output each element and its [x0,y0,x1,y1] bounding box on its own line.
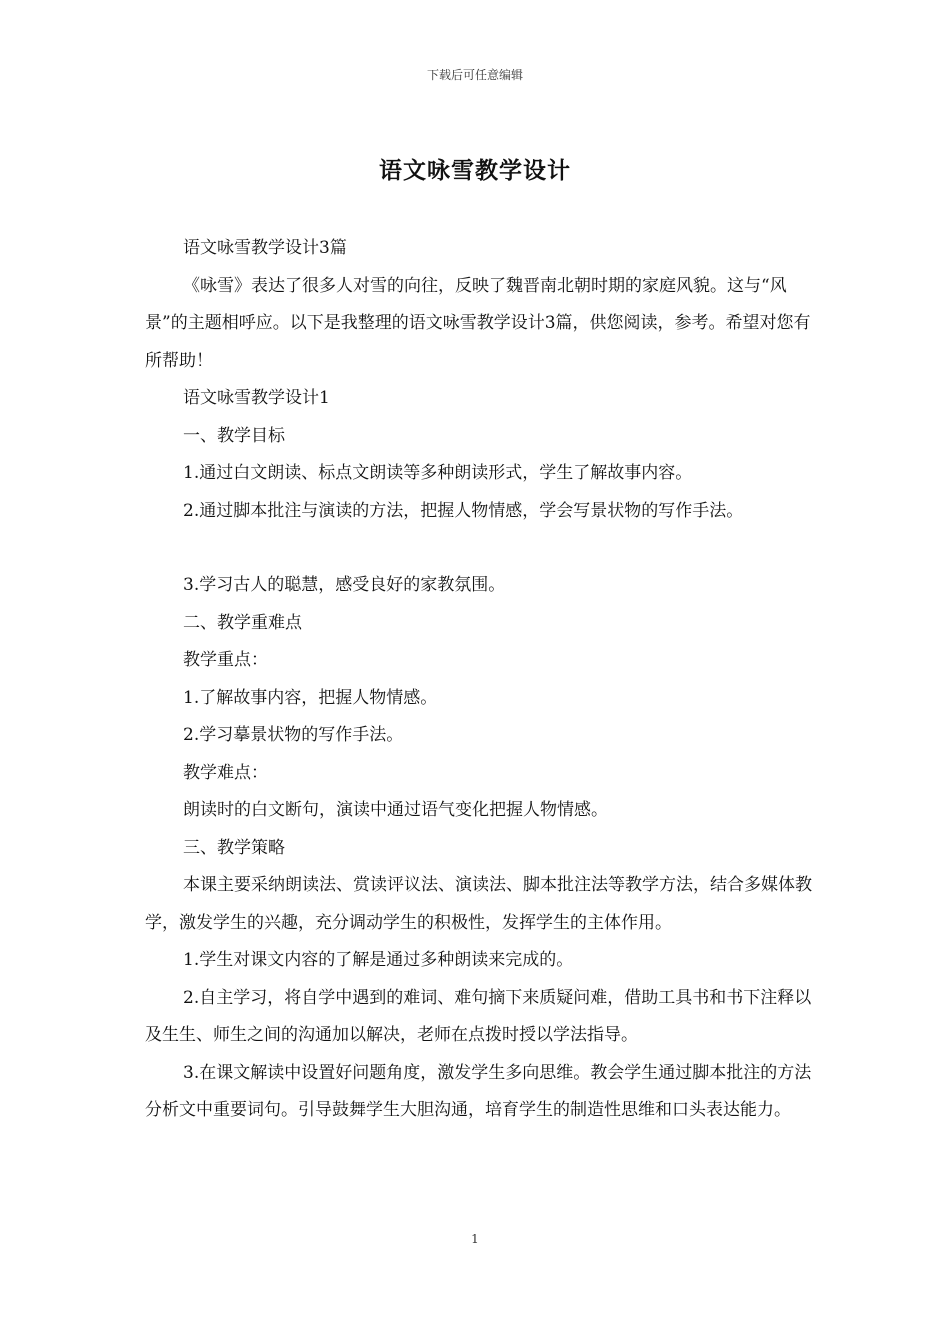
label-key-points: 教学重点： [183,650,268,670]
paragraph-section-title: 语文咏雪教学设计1 [183,388,330,408]
strategy-intro: 本课主要采纳朗读法、赏读评议法、演读法、脚本批注法等教学方法，结合多媒体教学，激发学生的兴趣，充分调动学生的积极性，发挥学生的主体作用。 [145,875,812,933]
heading-key-points: 二、教学重难点 [183,612,302,633]
document-body [145,230,820,1130]
difficulty-text: 朗读时的白文断句，演读中通过语气变化把握人物情感。 [183,800,608,820]
paragraph-subtitle: 语文咏雪教学设计3篇 [183,238,347,258]
document-title: 语文咏雪教学设计 [379,157,571,184]
strategy-item-1: 1.学生对课文内容的了解是通过多种朗读来完成的。 [183,950,574,970]
page-number: 1 [471,1232,479,1246]
page-header: 下载后可任意编辑 [426,68,523,82]
strategy-item-2: 2.自主学习，将自学中遇到的难词、难句摘下来质疑问难，借助工具书和书下注释以及生生、师生之间的沟通加以解决，老师在点拨时授以学法指导。 [145,987,812,1045]
key-point-item-2: 2.学习摹景状物的写作手法。 [183,725,404,745]
heading-strategy: 三、教学策略 [183,837,285,858]
strategy-item-3: 3.在课文解读中设置好问题角度，激发学生多向思维。教会学生通过脚本批注的方法分析文中重要词句。引导鼓舞学生大胆沟通，培育学生的制造性思维和口头表达能力。 [145,1062,812,1120]
heading-objectives: 一、教学目标 [183,425,285,446]
objective-item-2: 2.通过脚本批注与演读的方法，把握人物情感，学会写景状物的写作手法。 [183,500,744,521]
blank-line [145,530,820,567]
key-point-item-1: 1.了解故事内容，把握人物情感。 [183,687,438,708]
objective-item-3: 3.学习古人的聪慧，感受良好的家教氛围。 [183,575,506,595]
objective-item-1: 1.通过白文朗读、标点文朗读等多种朗读形式，学生了解故事内容。 [183,463,693,483]
paragraph-intro: 《咏雪》表达了很多人对雪的向往，反映了魏晋南北朝时期的家庭风貌。这与“风景”的主题相呼应。以下是我整理的语文咏雪教学设计3篇，供您阅读，参考。希望对您有所帮助！ [145,275,811,371]
label-difficulties: 教学难点： [183,762,268,783]
